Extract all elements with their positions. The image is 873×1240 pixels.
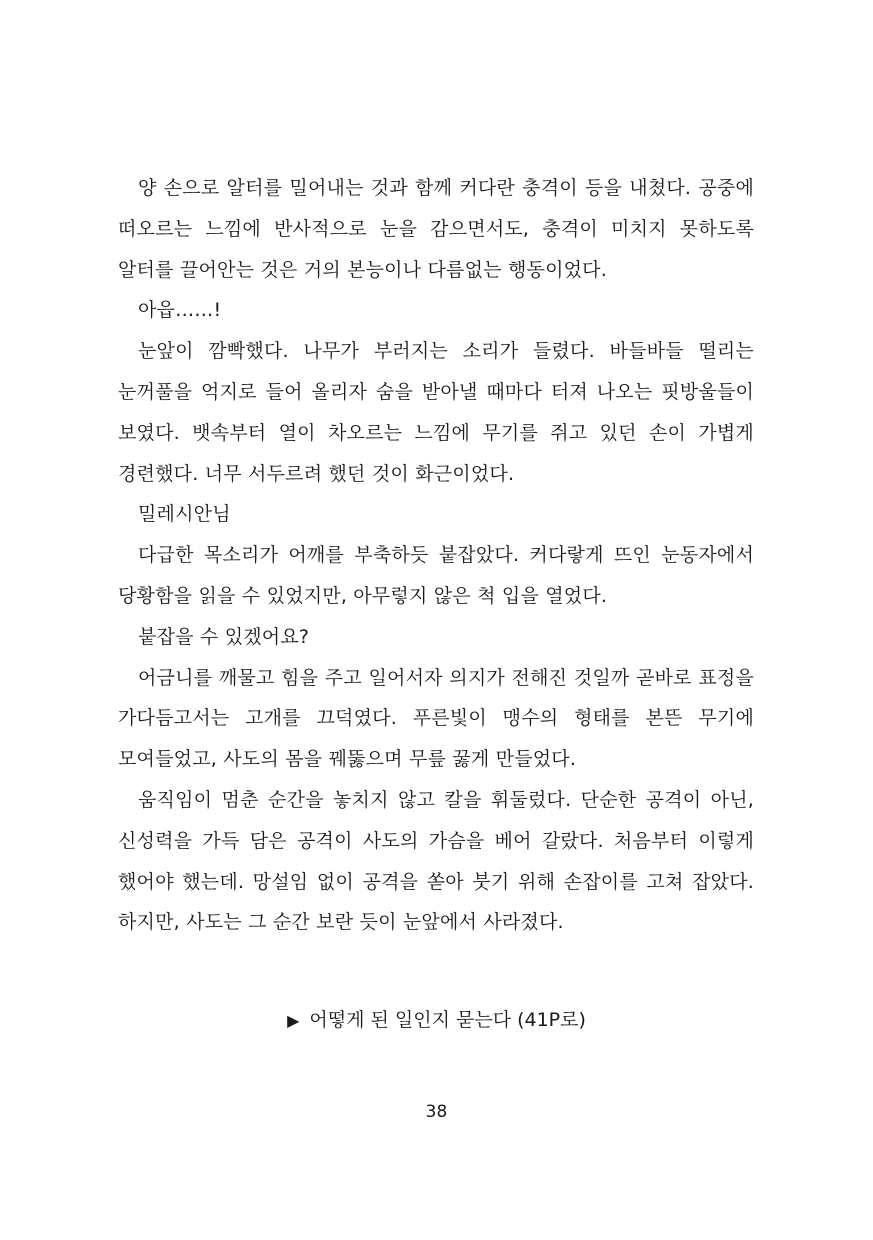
paragraph: 양 손으로 알터를 밀어내는 것과 함께 커다란 충격이 등을 내쳤다. 공중에 떠오르는 느낌에 반사적으로 눈을 감으면서도, 충격이 미치지 못하도록 알터를 끌어안는 것은 거의 본능이나 다름없는 행동이었다. — [118, 177, 754, 281]
paragraph: 아읍……! — [138, 299, 222, 322]
paragraph: 다급한 목소리가 어깨를 부축하듯 붙잡았다. 커다랗게 뜨인 눈동자에서 당황함을 읽을 수 있었지만, 아무렇지 않은 척 입을 열었다. — [118, 544, 754, 607]
paragraph: 밀레시안님 — [138, 503, 231, 526]
play-arrow-icon: ▶ — [287, 1011, 300, 1030]
paragraph: 어금니를 깨물고 힘을 주고 일어서자 의지가 전해진 것일까 곧바로 표정을 가다듬고서는 고개를 끄덕였다. 푸른빛이 맹수의 형태를 본뜬 무기에 모여들었고, 사도의 몸을 꿰뚫으며 무릎 꿇게 만들었다. — [118, 666, 754, 771]
paragraph: 눈앞이 깜빡했다. 나무가 부러지는 소리가 들렸다. 바들바들 떨리는 눈꺼풀을 억지로 들어 올리자 숨을 받아낼 때마다 터져 나오는 핏방울들이 보였다. 뱃속부터 열이 차오르는 느낌에 무기를 쥐고 있던 손이 가볍게 경련했다. 너무 서두르려 했던 것이 화근이었다. — [118, 340, 754, 485]
story-text — [118, 168, 754, 943]
paragraph: 움직임이 멈춘 순간을 놓치지 않고 칼을 휘둘렀다. 단순한 공격이 아닌, 신성력을 가득 담은 공격이 사도의 가슴을 베어 갈랐다. 처음부터 이렇게 했어야 했는데. 망설임 없이 공격을 쏟아 붓기 위해 손잡이를 고쳐 잡았다. 하지만, 사도는 그 순간 보란 듯이 눈앞에서 사라졌다. — [118, 788, 754, 934]
page-number: 38 — [425, 1102, 448, 1122]
choice-label: 어떻게 된 일인지 묻는다 (41P로) — [309, 1009, 586, 1031]
paragraph: 붙잡을 수 있겠어요? — [138, 625, 310, 648]
choice-link[interactable] — [0, 1000, 873, 1041]
